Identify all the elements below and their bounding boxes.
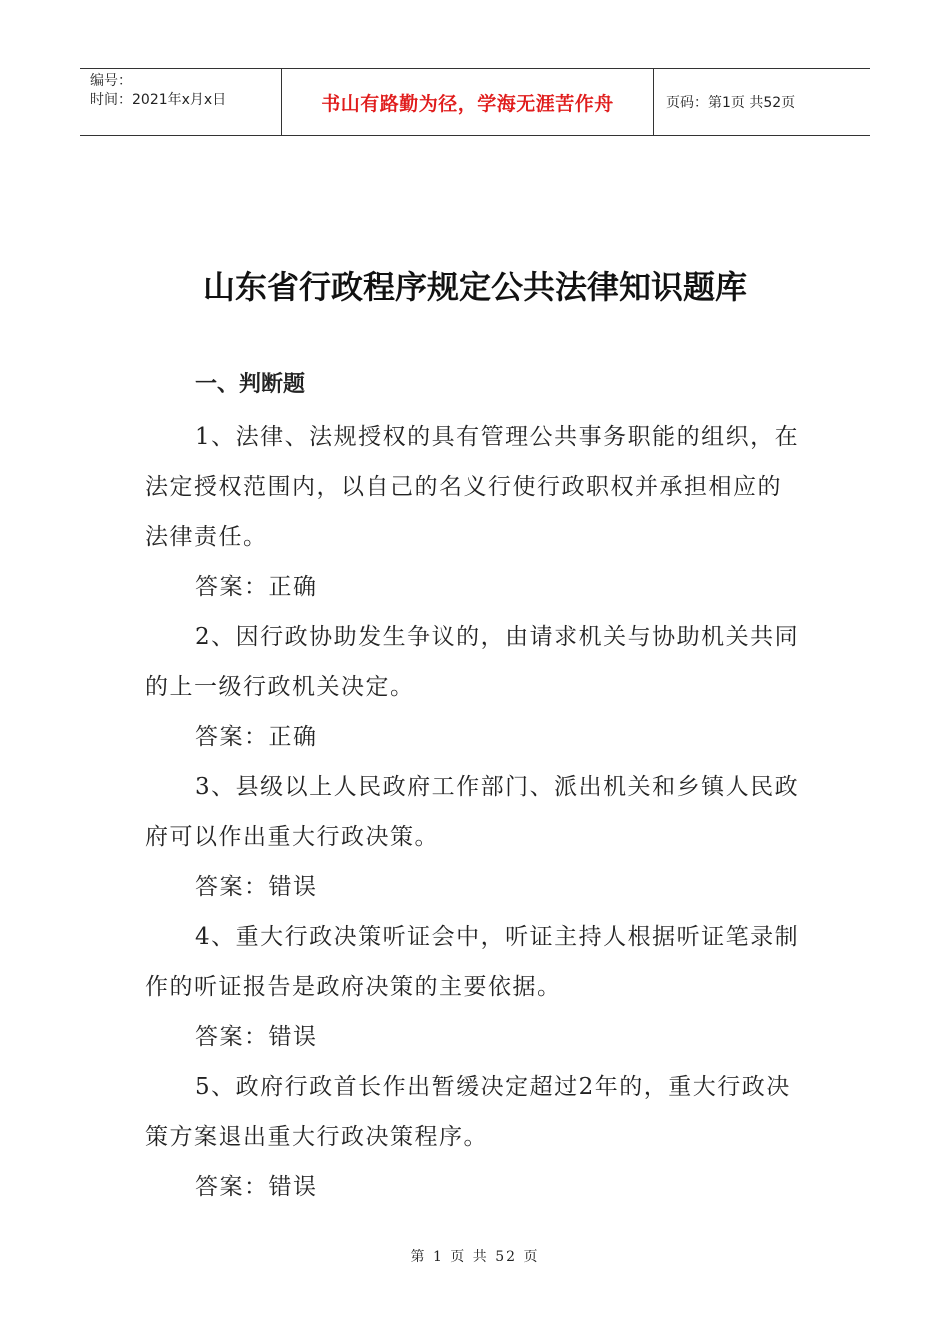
question-3: 3、县级以上人民政府工作部门、派出机关和乡镇人民政府可以作出重大行政决策。 [145, 774, 800, 850]
section-heading: 一、判断题 [195, 372, 306, 397]
answer-2: 答案：正确 [195, 724, 318, 750]
number-label: 编号： [90, 73, 132, 89]
header-page-info: 页码：第1页 共52页 [666, 95, 796, 111]
question-1: 1、法律、法规授权的具有管理公共事务职能的组织，在法定授权范围内，以自己的名义行使行政职权并承担相应的法律责任。 [145, 424, 800, 550]
page-footer: 第 1 页 共 52 页 [410, 1249, 540, 1265]
document-title: 山东省行政程序规定公共法律知识题库 [202, 268, 747, 306]
motto-text: 书山有路勤为径，学海无涯苦作舟 [321, 92, 614, 115]
answer-4: 答案：错误 [195, 1024, 318, 1050]
header-motto [282, 69, 654, 135]
answer-3: 答案：错误 [195, 874, 318, 900]
question-5: 5、政府行政首长作出暂缓决定超过2年的，重大行政决策方案退出重大行政决策程序。 [145, 1074, 791, 1150]
question-4: 4、重大行政决策听证会中，听证主持人根据听证笔录制作的听证报告是政府决策的主要依据。 [145, 924, 800, 1000]
page-header [80, 68, 870, 136]
header-meta [80, 69, 282, 135]
date-label: 时间：2021年x月x日 [90, 92, 227, 108]
answer-5: 答案：错误 [195, 1174, 318, 1200]
answer-1: 答案：正确 [195, 574, 318, 600]
document-body [145, 362, 805, 1212]
question-2: 2、因行政协助发生争议的，由请求机关与协助机关共同的上一级行政机关决定。 [145, 624, 800, 700]
